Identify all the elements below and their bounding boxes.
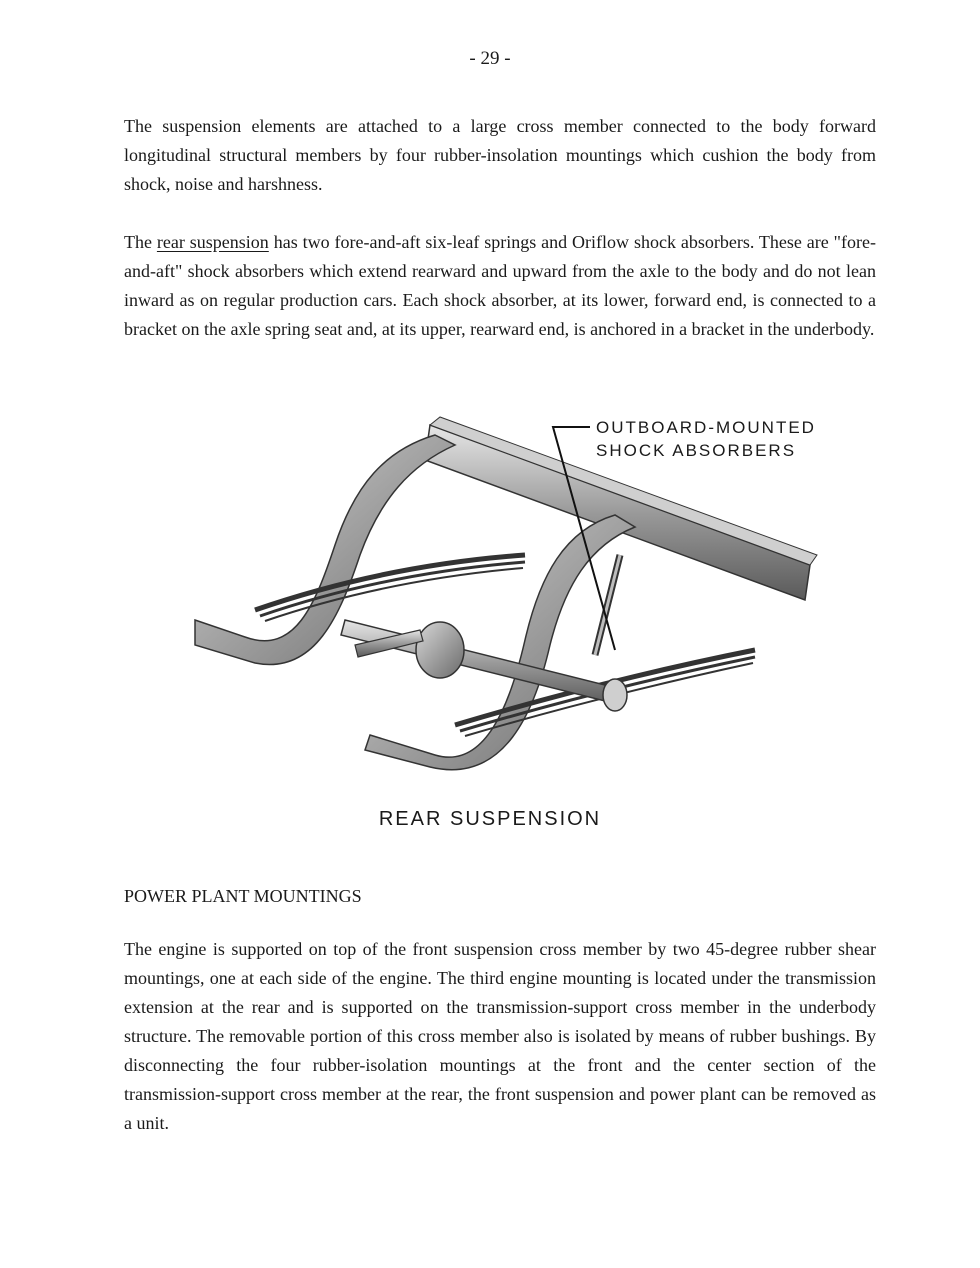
callout-label (596, 416, 816, 462)
figure-caption: REAR SUSPENSION (378, 808, 602, 830)
paragraph-rest: has two fore-and-aft six-leaf springs and Oriflow shock absorbers. These are "fore-and-aft" shock absorbers which extend rearward and upward from the axle to the body and do not lean inward as on regular production cars. Each shock absorber, at its lower, forward end, is connected to a bracket on the axle spring seat and, at its upper, rearward end, is anchored in a bracket in the underbody. (124, 232, 877, 339)
section-heading-power-plant: POWER PLANT MOUNTINGS (124, 886, 362, 906)
paragraph-lead: The (124, 232, 157, 252)
leaf-spring-left (255, 555, 525, 621)
rear-suspension-illustration (185, 405, 825, 785)
left-frame-rail (195, 435, 455, 665)
rear-suspension-underlined-term: rear suspension (156, 232, 269, 252)
paragraph-suspension-elements: The suspension elements are attached to a large cross member connected to the body forward longitudinal structural members by four rubber-insolation mountings which cushion the body from shock, noise and harshness. (124, 116, 876, 194)
shock-absorber (595, 555, 620, 655)
callout-line-2: SHOCK ABSORBERS (596, 441, 797, 460)
paragraph-engine-mountings: The engine is supported on top of the front suspension cross member by two 45-degree rubber shear mountings, one at each side of the engine. The third engine mounting is located under the transmission extension at the rear and is supported on the transmission-support cross member in the underbody structure. The removable portion of this cross member also is isolated by means of rubber bushings. By disconnecting the four rubber-isolation mountings at the front and the center section of the transmission-support cross member at the rear, the front suspension and power plant can be removed as a unit. (124, 939, 876, 1133)
paragraph-rear-suspension (124, 228, 876, 344)
callout-line-1: OUTBOARD-MOUNTED (596, 418, 816, 437)
page-number: - 29 - (469, 48, 511, 69)
